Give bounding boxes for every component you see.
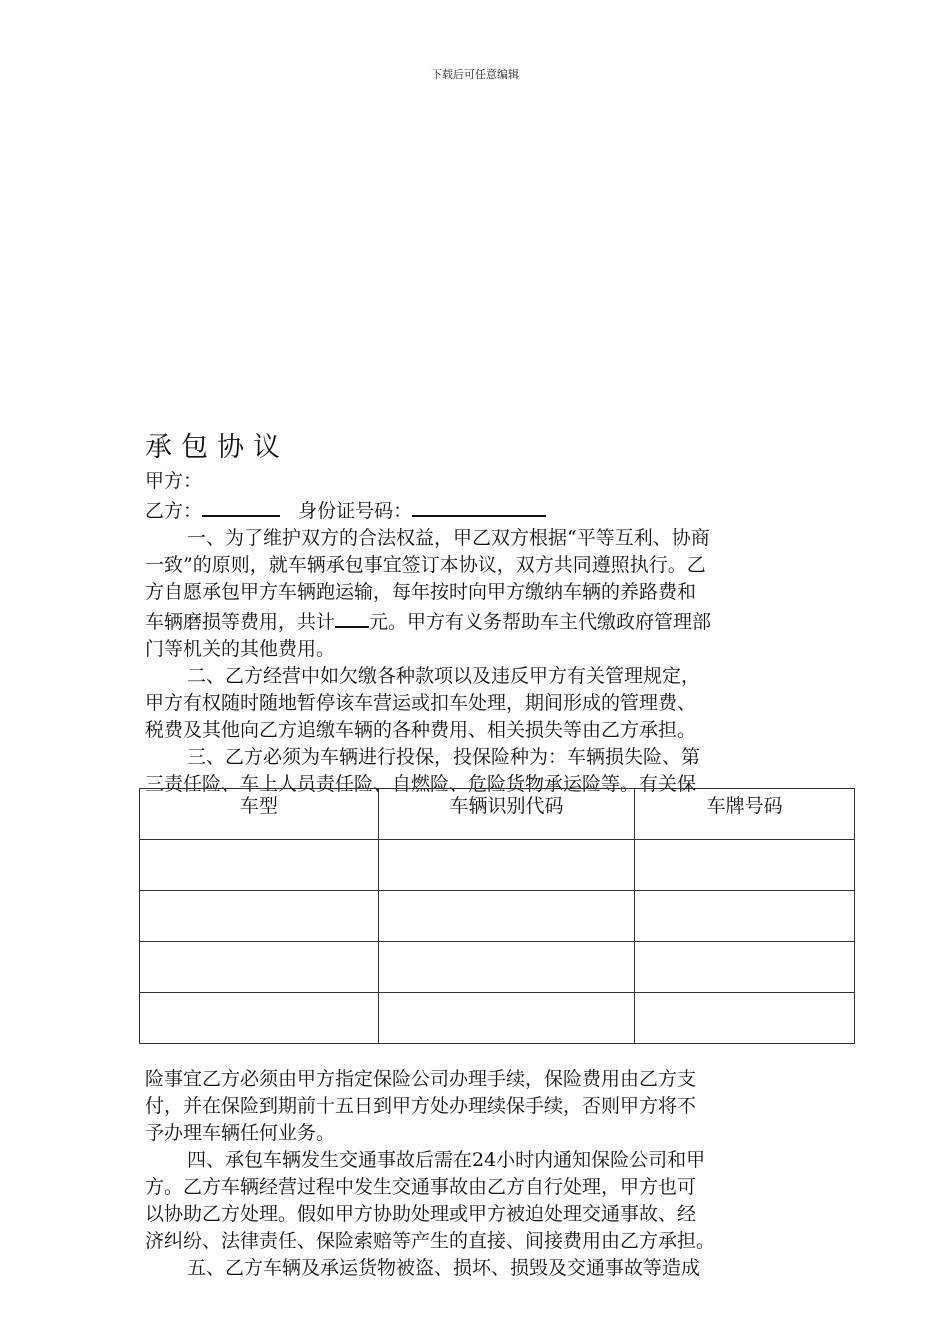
- document-title: 承包协议: [145, 432, 289, 463]
- table-row: [140, 942, 855, 993]
- table-cell: [635, 993, 855, 1044]
- clause3-line: 三责任险、车上人员责任险、自燃险、危险货物承运险等。有关保: [145, 773, 697, 795]
- party-b-label: 乙方：: [145, 500, 203, 522]
- clause1-line: 门等机关的其他费用。: [145, 638, 336, 660]
- clause2-line: 二、乙方经营中如欠缴各种款项以及违反甲方有关管理规定，: [187, 665, 701, 687]
- agreement-body-top: [145, 468, 805, 798]
- table-row: [140, 891, 855, 942]
- clause2-line: 甲方有权随时随地暂停该车营运或扣车处理，期间形成的管理费、: [145, 692, 697, 714]
- clause4-line: 济纠纷、法律责任、保险索赔等产生的直接、间接费用由乙方承担。: [145, 1230, 716, 1252]
- table-cell: [140, 840, 379, 891]
- table-cell: [635, 840, 855, 891]
- party-b-line: [145, 495, 805, 525]
- table-cell: [378, 840, 635, 891]
- party-b-name-blank: [202, 495, 280, 517]
- id-number-label: 身份证号码：: [298, 500, 413, 522]
- clause1-amount-line: [145, 606, 805, 636]
- table-header-cell: 车辆识别代码: [378, 789, 635, 840]
- clause3-cont-line: 予办理车辆任何业务。: [145, 1122, 336, 1144]
- clause4-line: 方。乙方车辆经营过程中发生交通事故由乙方自行处理，甲方也可: [145, 1176, 697, 1198]
- clause3-cont-line: 险事宜乙方必须由甲方指定保险公司办理手续，保险费用由乙方支: [145, 1068, 697, 1090]
- clause1-line: 方自愿承包甲方车辆跑运输，每年按时向甲方缴纳车辆的养路费和: [145, 581, 697, 603]
- clause4-line: 以协助乙方处理。假如甲方协助处理或甲方被迫处理交通事故、经: [145, 1203, 697, 1225]
- clause2-line: 税费及其他向乙方追缴车辆的各种费用、相关损失等由乙方承担。: [145, 719, 697, 741]
- clause4-line: 四、承包车辆发生交通事故后需在24小时内通知保险公司和甲: [187, 1149, 706, 1171]
- table-cell: [378, 891, 635, 942]
- id-number-blank: [412, 495, 546, 517]
- table-cell: [378, 942, 635, 993]
- table-cell: [140, 993, 379, 1044]
- clause5-line: 五、乙方车辆及承运货物被盗、损坏、损毁及交通事故等造成: [187, 1257, 701, 1279]
- table-row: [140, 993, 855, 1044]
- table-header-cell: 车型: [140, 789, 379, 840]
- table-row: [140, 840, 855, 891]
- table-cell: [635, 891, 855, 942]
- table-header-cell: 车牌号码: [635, 789, 855, 840]
- clause1-line: 一、为了维护双方的合法权益，甲乙双方根据“平等互利、协商: [187, 527, 710, 549]
- clause3-line: 三、乙方必须为车辆进行投保，投保险种为：车辆损失险、第: [187, 746, 701, 768]
- vehicle-table: [139, 788, 855, 1044]
- party-a-line: 甲方：: [145, 470, 203, 492]
- clause1-line: 一致”的原则，就车辆承包事宜签订本协议，双方共同遵照执行。乙: [145, 554, 706, 576]
- table-cell: [635, 942, 855, 993]
- clause1-amount-pre: 车辆磨损等费用，共计: [145, 611, 336, 633]
- clause3-cont-line: 付，并在保险到期前十五日到甲方处办理续保手续，否则甲方将不: [145, 1095, 697, 1117]
- header-note: 下载后可任意编辑: [431, 68, 519, 81]
- amount-blank: [335, 606, 369, 628]
- table-cell: [378, 993, 635, 1044]
- table-cell: [140, 942, 379, 993]
- agreement-body-bottom: [145, 1066, 805, 1282]
- table-cell: [140, 891, 379, 942]
- table-header-row: [140, 789, 855, 840]
- clause1-amount-post: 元。甲方有义务帮助车主代缴政府管理部: [369, 611, 712, 633]
